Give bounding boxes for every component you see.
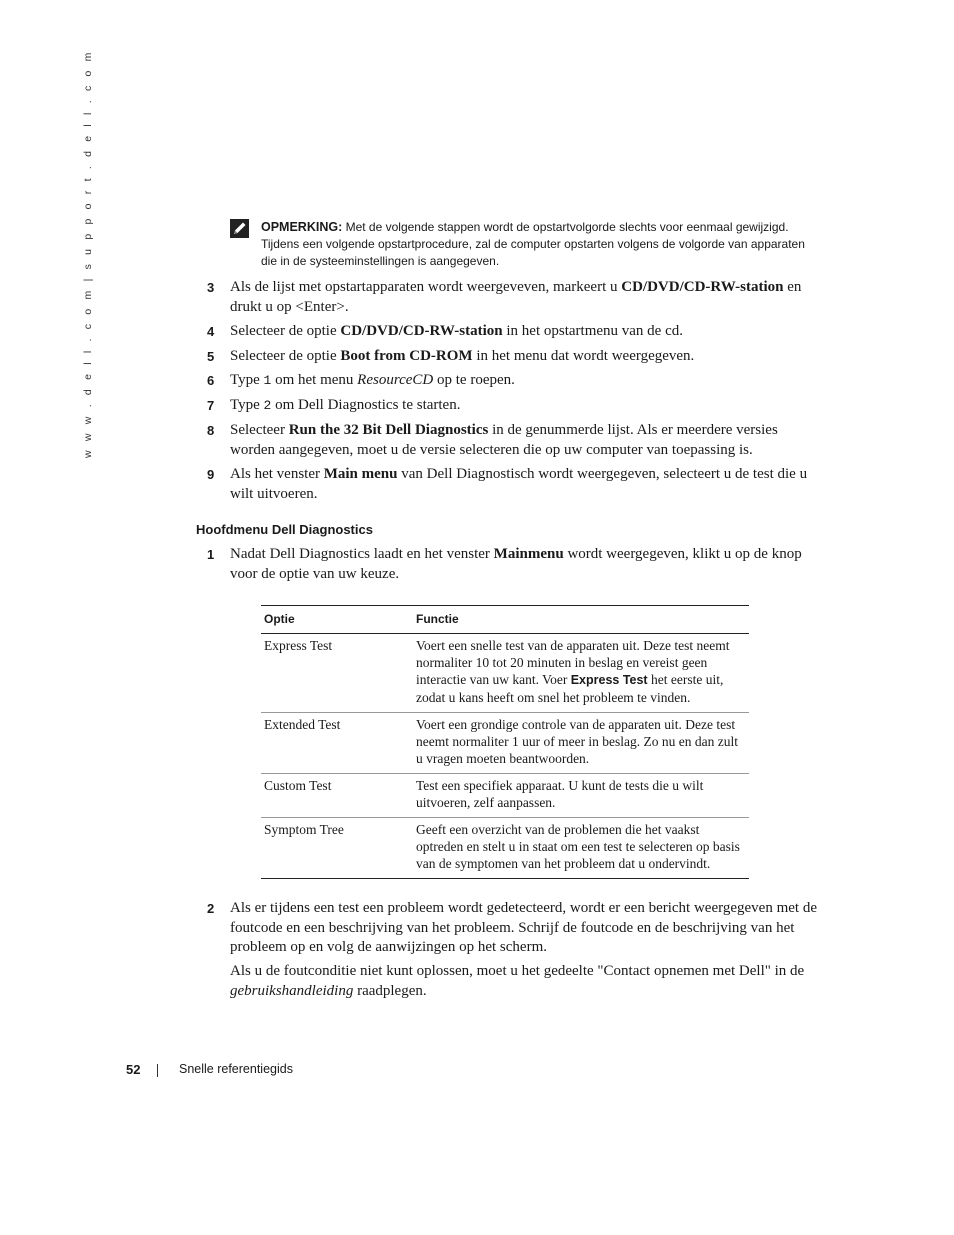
step-bold: Boot from CD-ROM: [340, 348, 473, 364]
step-text: van Dell Diagnostisch wordt weergegeven, selecteert u de test die u wilt uitvoeren.: [230, 466, 808, 502]
note-body: Met de volgende stappen wordt de opstartvolgorde slechts voor eenmaal gewijzigd. Tijdens een volgende opstartprocedure, zal de computer opstarten volgens de volgorde van apparaten die in de systeeminstellingen is aangegeven.: [261, 220, 805, 268]
step-text: Type: [230, 397, 264, 413]
step-bold: CD/DVD/CD-RW-station: [621, 279, 784, 295]
option-cell: Custom Test: [261, 774, 413, 818]
step-text: in het opstartmenu van de cd.: [502, 323, 683, 339]
step-6: [207, 371, 817, 391]
step-code: 1: [263, 373, 272, 388]
step-text: Als de lijst met opstartapparaten wordt weergeveven, markeert u: [230, 279, 622, 295]
step-code: 2: [263, 398, 272, 413]
function-bold: Express Test: [570, 673, 648, 687]
note-pencil-icon: [230, 219, 249, 238]
function-cell: [413, 634, 749, 713]
table-header-row: [261, 606, 749, 634]
table-row: [261, 713, 749, 774]
header-function: Functie: [413, 606, 749, 634]
footer-divider: [157, 1064, 158, 1077]
table-row: [261, 634, 749, 713]
step-text: Nadat Dell Diagnostics laadt en het venster: [230, 546, 494, 562]
final-paragraph: [230, 962, 817, 1001]
step-7: [207, 396, 817, 416]
step-bold: Main menu: [323, 466, 398, 482]
sidebar-url: w w w . d e l l . c o m | s u p p o r t . d e l l . c o m: [82, 49, 94, 458]
step-text: Selecteer: [230, 422, 289, 438]
step-text: Als er tijdens een test een probleem wordt gedetecteerd, wordt er een bericht weergegeven met de foutcode en een beschrijving van het probleem. Schrijf de foutcode en de beschrijving van het probleem op en volg de aanwijzingen op het scherm.: [230, 900, 817, 955]
options-table: [261, 605, 749, 879]
note-box: [230, 219, 815, 270]
step-b1: [207, 545, 817, 584]
step-number: 6: [207, 373, 215, 388]
option-cell: Express Test: [261, 634, 413, 713]
section-heading: Hoofdmenu Dell Diagnostics: [196, 522, 373, 537]
footer-title: Snelle referentiegids: [179, 1062, 293, 1076]
para-text: Als u de foutconditie niet kunt oplossen, moet u het gedeelte "Contact opnemen met Dell" in de: [230, 963, 805, 979]
step-9: [207, 465, 817, 504]
step-b2: [207, 899, 817, 958]
step-text: om het menu: [271, 372, 358, 388]
step-number: 2: [207, 901, 215, 916]
step-number: 3: [207, 280, 215, 295]
step-number: 1: [207, 547, 215, 562]
step-text: Type: [230, 372, 264, 388]
step-text: in het menu dat wordt weergegeven.: [472, 348, 695, 364]
note-label: OPMERKING:: [261, 220, 343, 234]
step-number: 4: [207, 324, 215, 339]
function-cell: Voert een grondige controle van de apparaten uit. Deze test neemt normaliter 1 uur of meer in beslag. Zo nu en dan zult u vragen moeten beantwoorden.: [413, 713, 749, 774]
step-text: Als het venster: [230, 466, 324, 482]
function-cell: Test een specifiek apparaat. U kunt de tests die u wilt uitvoeren, zelf aanpassen.: [413, 774, 749, 818]
note-text: [261, 219, 815, 270]
step-number: 5: [207, 349, 215, 364]
step-number: 7: [207, 398, 215, 413]
step-text: Selecteer de optie: [230, 348, 341, 364]
step-text: en drukt u op <Enter>.: [230, 279, 802, 315]
step-text: Selecteer de optie: [230, 323, 341, 339]
step-bold: Mainmenu: [493, 546, 564, 562]
step-bold: CD/DVD/CD-RW-station: [340, 323, 503, 339]
function-text: het eerste uit, zodat u kans heeft om snel het probleem te vinden.: [416, 672, 724, 705]
function-text: Voert een snelle test van de apparaten uit. Deze test neemt normaliter 10 tot 20 minuten in beslag en vereist geen interactie van uw kant. Voer: [416, 638, 730, 687]
table-row: [261, 774, 749, 818]
step-4: [207, 322, 817, 342]
para-text: raadplegen.: [353, 982, 427, 999]
step-5: [207, 347, 817, 367]
step-number: 8: [207, 423, 215, 438]
step-bold: Run the 32 Bit Dell Diagnostics: [288, 422, 489, 438]
page-number: 52: [126, 1062, 141, 1077]
step-italic: ResourceCD: [357, 372, 434, 388]
step-text: in de genummerde lijst. Als er meerdere versies worden aangegeven, moet u de versie selecteren die op uw computer van toepassing is.: [230, 422, 778, 458]
step-3: [207, 278, 817, 317]
para-italic: gebruikshandleiding: [230, 982, 354, 999]
function-cell: Geeft een overzicht van de problemen die het vaakst optreden en stelt u in staat om een test te selecteren op basis van de symptomen van het probleem dat u ondervindt.: [413, 818, 749, 879]
step-text: wordt weergegeven, klikt u op de knop voor de optie van uw keuze.: [230, 546, 802, 582]
option-cell: Symptom Tree: [261, 818, 413, 879]
header-option: Optie: [261, 606, 413, 634]
step-text: om Dell Diagnostics te starten.: [271, 397, 461, 413]
step-8: [207, 421, 817, 460]
step-text: op te roepen.: [433, 372, 515, 388]
option-cell: Extended Test: [261, 713, 413, 774]
table-row: [261, 818, 749, 879]
step-number: 9: [207, 467, 215, 482]
